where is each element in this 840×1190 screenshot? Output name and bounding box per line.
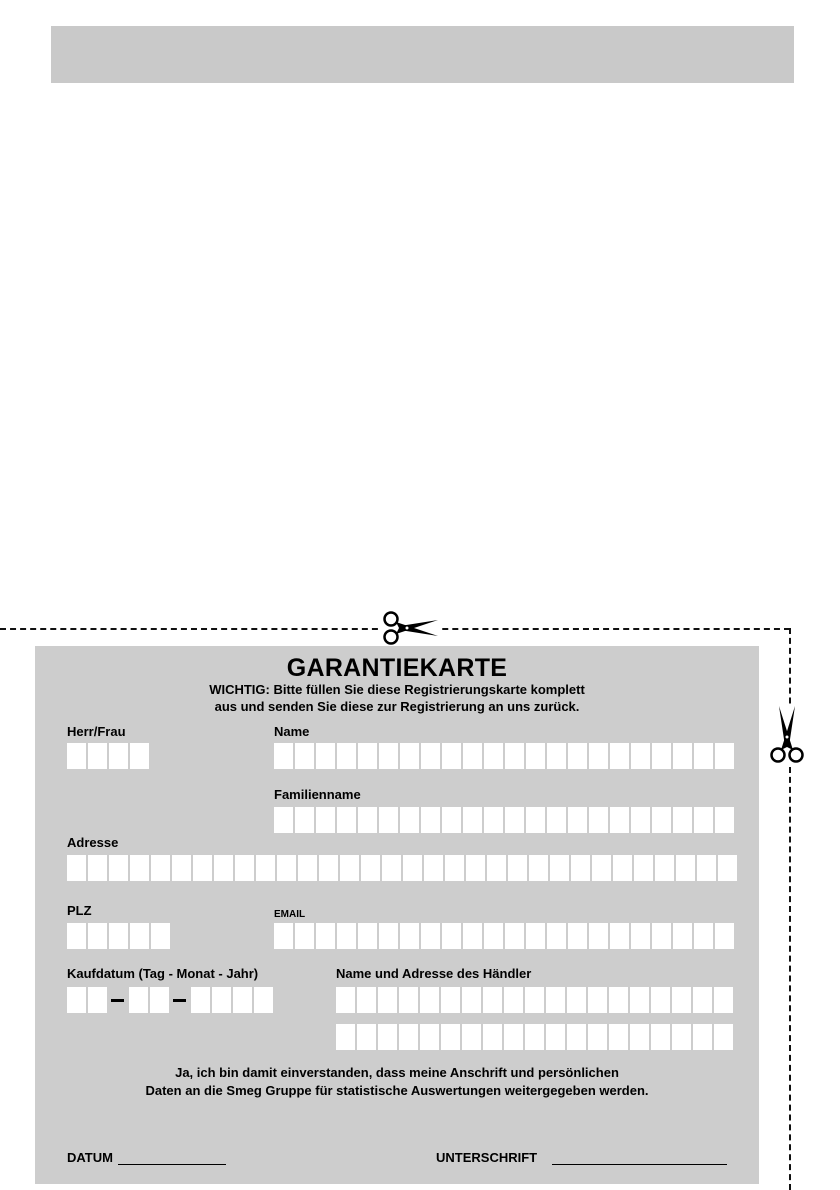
character-box[interactable] bbox=[379, 807, 398, 833]
character-box[interactable] bbox=[130, 743, 149, 769]
character-box[interactable] bbox=[694, 923, 713, 949]
character-box[interactable] bbox=[316, 743, 335, 769]
character-box[interactable] bbox=[191, 987, 210, 1013]
intro-line-2: aus und senden Sie diese zur Registrierung an uns zurück. bbox=[214, 699, 580, 714]
character-box[interactable] bbox=[274, 923, 293, 949]
character-box[interactable] bbox=[483, 1024, 502, 1050]
character-box[interactable] bbox=[568, 807, 587, 833]
character-box[interactable] bbox=[673, 743, 692, 769]
character-box[interactable] bbox=[420, 1024, 439, 1050]
character-box[interactable] bbox=[609, 1024, 628, 1050]
character-box[interactable] bbox=[400, 743, 419, 769]
character-box[interactable] bbox=[337, 923, 356, 949]
character-box[interactable] bbox=[631, 923, 650, 949]
character-box[interactable] bbox=[547, 807, 566, 833]
scissors-icon bbox=[380, 610, 440, 646]
character-box[interactable] bbox=[505, 923, 524, 949]
character-box[interactable] bbox=[631, 743, 650, 769]
purchase-month-field[interactable] bbox=[129, 987, 171, 1013]
purchase-day-field[interactable] bbox=[67, 987, 109, 1013]
character-box[interactable] bbox=[130, 923, 149, 949]
character-box[interactable] bbox=[483, 987, 502, 1013]
character-box[interactable] bbox=[652, 807, 671, 833]
character-box[interactable] bbox=[67, 855, 86, 881]
character-box[interactable] bbox=[630, 1024, 649, 1050]
character-box[interactable] bbox=[298, 855, 317, 881]
character-box[interactable] bbox=[588, 987, 607, 1013]
character-box[interactable] bbox=[484, 807, 503, 833]
character-box[interactable] bbox=[589, 743, 608, 769]
character-box[interactable] bbox=[525, 987, 544, 1013]
character-box[interactable] bbox=[109, 855, 128, 881]
character-box[interactable] bbox=[319, 855, 338, 881]
zip-label: PLZ bbox=[67, 903, 92, 918]
character-box[interactable] bbox=[421, 807, 440, 833]
character-box[interactable] bbox=[715, 807, 734, 833]
salutation-label: Herr/Frau bbox=[67, 724, 126, 739]
warranty-card bbox=[35, 646, 759, 1184]
character-box[interactable] bbox=[651, 987, 670, 1013]
character-box[interactable] bbox=[378, 1024, 397, 1050]
character-box[interactable] bbox=[589, 807, 608, 833]
email-field[interactable] bbox=[274, 923, 736, 949]
character-box[interactable] bbox=[504, 987, 523, 1013]
character-box[interactable] bbox=[254, 987, 273, 1013]
salutation-field[interactable] bbox=[67, 743, 151, 769]
consent-line-2: Daten an die Smeg Gruppe für statistische Auswertungen weitergegeben werden. bbox=[145, 1083, 649, 1098]
character-box[interactable] bbox=[400, 923, 419, 949]
character-box[interactable] bbox=[88, 855, 107, 881]
character-box[interactable] bbox=[109, 923, 128, 949]
character-box[interactable] bbox=[378, 987, 397, 1013]
character-box[interactable] bbox=[274, 743, 293, 769]
character-box[interactable] bbox=[715, 923, 734, 949]
character-box[interactable] bbox=[88, 987, 107, 1013]
character-box[interactable] bbox=[714, 1024, 733, 1050]
character-box[interactable] bbox=[718, 855, 737, 881]
character-box[interactable] bbox=[568, 743, 587, 769]
character-box[interactable] bbox=[505, 807, 524, 833]
character-box[interactable] bbox=[295, 923, 314, 949]
character-box[interactable] bbox=[379, 743, 398, 769]
character-box[interactable] bbox=[463, 923, 482, 949]
character-box[interactable] bbox=[526, 807, 545, 833]
character-box[interactable] bbox=[442, 923, 461, 949]
character-box[interactable] bbox=[546, 987, 565, 1013]
header-bar bbox=[51, 26, 794, 83]
character-box[interactable] bbox=[676, 855, 695, 881]
date-label: DATUM bbox=[67, 1150, 113, 1165]
character-box[interactable] bbox=[358, 807, 377, 833]
character-box[interactable] bbox=[336, 987, 355, 1013]
character-box[interactable] bbox=[655, 855, 674, 881]
character-box[interactable] bbox=[529, 855, 548, 881]
character-box[interactable] bbox=[441, 987, 460, 1013]
character-box[interactable] bbox=[67, 923, 86, 949]
character-box[interactable] bbox=[274, 807, 293, 833]
character-box[interactable] bbox=[714, 987, 733, 1013]
character-box[interactable] bbox=[550, 855, 569, 881]
character-box[interactable] bbox=[150, 987, 169, 1013]
character-box[interactable] bbox=[588, 1024, 607, 1050]
character-box[interactable] bbox=[484, 743, 503, 769]
zip-field[interactable] bbox=[67, 923, 172, 949]
character-box[interactable] bbox=[634, 855, 653, 881]
character-box[interactable] bbox=[399, 987, 418, 1013]
character-box[interactable] bbox=[652, 743, 671, 769]
character-box[interactable] bbox=[67, 743, 86, 769]
character-box[interactable] bbox=[193, 855, 212, 881]
character-box[interactable] bbox=[697, 855, 716, 881]
character-box[interactable] bbox=[420, 987, 439, 1013]
character-box[interactable] bbox=[295, 743, 314, 769]
character-box[interactable] bbox=[673, 923, 692, 949]
character-box[interactable] bbox=[568, 923, 587, 949]
character-box[interactable] bbox=[442, 743, 461, 769]
character-box[interactable] bbox=[547, 743, 566, 769]
character-box[interactable] bbox=[567, 1024, 586, 1050]
character-box[interactable] bbox=[233, 987, 252, 1013]
character-box[interactable] bbox=[508, 855, 527, 881]
character-box[interactable] bbox=[694, 743, 713, 769]
character-box[interactable] bbox=[505, 743, 524, 769]
dealer-label: Name und Adresse des Händler bbox=[336, 966, 532, 981]
character-box[interactable] bbox=[235, 855, 254, 881]
surname-label: Familienname bbox=[274, 787, 361, 802]
purchase-date-label: Kaufdatum (Tag - Monat - Jahr) bbox=[67, 966, 259, 981]
character-box[interactable] bbox=[487, 855, 506, 881]
character-box[interactable] bbox=[609, 987, 628, 1013]
character-box[interactable] bbox=[526, 923, 545, 949]
character-box[interactable] bbox=[673, 807, 692, 833]
purchase-year-field[interactable] bbox=[191, 987, 275, 1013]
scissors-icon bbox=[769, 704, 805, 764]
character-box[interactable] bbox=[463, 807, 482, 833]
character-box[interactable] bbox=[441, 1024, 460, 1050]
character-box[interactable] bbox=[652, 923, 671, 949]
character-box[interactable] bbox=[421, 923, 440, 949]
character-box[interactable] bbox=[463, 743, 482, 769]
character-box[interactable] bbox=[130, 855, 149, 881]
character-box[interactable] bbox=[340, 855, 359, 881]
signature-label: UNTERSCHRIFT bbox=[436, 1150, 538, 1165]
character-box[interactable] bbox=[547, 923, 566, 949]
character-box[interactable] bbox=[151, 855, 170, 881]
character-box[interactable] bbox=[442, 807, 461, 833]
character-box[interactable] bbox=[631, 807, 650, 833]
character-box[interactable] bbox=[504, 1024, 523, 1050]
character-box[interactable] bbox=[630, 987, 649, 1013]
dealer-field-line-2[interactable] bbox=[336, 1024, 735, 1050]
character-box[interactable] bbox=[693, 1024, 712, 1050]
surname-field[interactable] bbox=[274, 807, 736, 833]
character-box[interactable] bbox=[337, 743, 356, 769]
character-box[interactable] bbox=[67, 987, 86, 1013]
character-box[interactable] bbox=[462, 987, 481, 1013]
character-box[interactable] bbox=[256, 855, 275, 881]
dealer-field-line-1[interactable] bbox=[336, 987, 735, 1013]
character-box[interactable] bbox=[462, 1024, 481, 1050]
character-box[interactable] bbox=[651, 1024, 670, 1050]
character-box[interactable] bbox=[610, 923, 629, 949]
character-box[interactable] bbox=[316, 807, 335, 833]
character-box[interactable] bbox=[693, 987, 712, 1013]
character-box[interactable] bbox=[214, 855, 233, 881]
character-box[interactable] bbox=[358, 743, 377, 769]
character-box[interactable] bbox=[129, 987, 148, 1013]
character-box[interactable] bbox=[379, 923, 398, 949]
character-box[interactable] bbox=[466, 855, 485, 881]
date-separator bbox=[173, 999, 186, 1002]
character-box[interactable] bbox=[424, 855, 443, 881]
date-separator bbox=[111, 999, 124, 1002]
name-field[interactable] bbox=[274, 743, 736, 769]
character-box[interactable] bbox=[277, 855, 296, 881]
character-box[interactable] bbox=[88, 743, 107, 769]
character-box[interactable] bbox=[484, 923, 503, 949]
character-box[interactable] bbox=[525, 1024, 544, 1050]
signature-line[interactable] bbox=[552, 1164, 727, 1165]
character-box[interactable] bbox=[445, 855, 464, 881]
character-box[interactable] bbox=[316, 923, 335, 949]
date-line[interactable] bbox=[118, 1164, 226, 1165]
name-label: Name bbox=[274, 724, 310, 739]
character-box[interactable] bbox=[400, 807, 419, 833]
character-box[interactable] bbox=[421, 743, 440, 769]
character-box[interactable] bbox=[610, 807, 629, 833]
character-box[interactable] bbox=[613, 855, 632, 881]
character-box[interactable] bbox=[336, 1024, 355, 1050]
character-box[interactable] bbox=[295, 807, 314, 833]
character-box[interactable] bbox=[151, 923, 170, 949]
character-box[interactable] bbox=[715, 743, 734, 769]
email-label: EMAIL bbox=[274, 909, 306, 920]
character-box[interactable] bbox=[672, 987, 691, 1013]
consent-line-1: Ja, ich bin damit einverstanden, dass meine Anschrift und persönlichen bbox=[175, 1065, 619, 1080]
character-box[interactable] bbox=[358, 923, 377, 949]
character-box[interactable] bbox=[592, 855, 611, 881]
card-title: GARANTIEKARTE bbox=[286, 654, 508, 682]
character-box[interactable] bbox=[589, 923, 608, 949]
character-box[interactable] bbox=[357, 987, 376, 1013]
address-label: Adresse bbox=[67, 835, 119, 850]
character-box[interactable] bbox=[88, 923, 107, 949]
character-box[interactable] bbox=[610, 743, 629, 769]
character-box[interactable] bbox=[546, 1024, 565, 1050]
character-box[interactable] bbox=[672, 1024, 691, 1050]
character-box[interactable] bbox=[212, 987, 231, 1013]
character-box[interactable] bbox=[337, 807, 356, 833]
address-field[interactable] bbox=[67, 855, 739, 881]
character-box[interactable] bbox=[172, 855, 191, 881]
character-box[interactable] bbox=[109, 743, 128, 769]
character-box[interactable] bbox=[399, 1024, 418, 1050]
character-box[interactable] bbox=[526, 743, 545, 769]
character-box[interactable] bbox=[694, 807, 713, 833]
character-box[interactable] bbox=[361, 855, 380, 881]
character-box[interactable] bbox=[382, 855, 401, 881]
character-box[interactable] bbox=[357, 1024, 376, 1050]
character-box[interactable] bbox=[567, 987, 586, 1013]
intro-line-1: WICHTIG: Bitte füllen Sie diese Registrierungskarte komplett bbox=[209, 682, 585, 697]
character-box[interactable] bbox=[571, 855, 590, 881]
character-box[interactable] bbox=[403, 855, 422, 881]
